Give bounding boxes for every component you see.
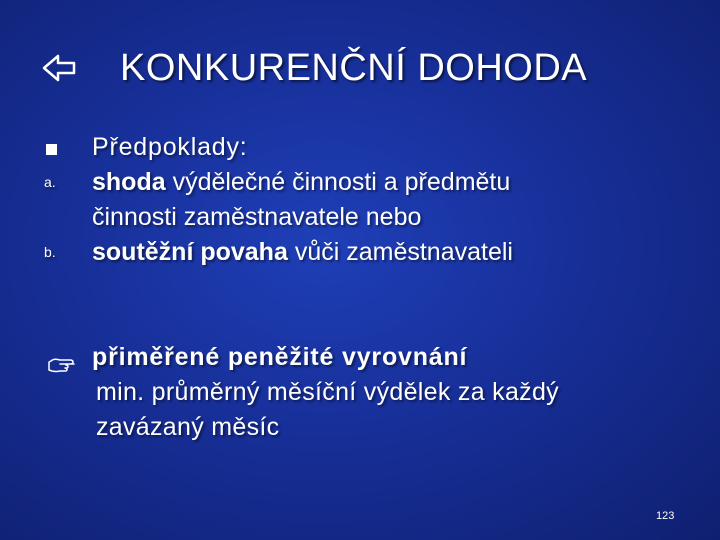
item-continuation: činnosti zaměstnavatele nebo	[92, 203, 422, 231]
page-number: 123	[656, 510, 675, 522]
prerequisites-list	[44, 130, 513, 270]
emphasis-text: shoda	[92, 168, 166, 196]
compensation-heading: přiměřené peněžité vyrovnání	[92, 343, 468, 371]
compensation-block	[44, 340, 559, 445]
compensation-line-2: zavázaný měsíc	[96, 413, 280, 441]
slide-title: KONKURENČNÍ DOHODA	[120, 46, 588, 89]
compensation-line-1: min. průměrný měsíční výdělek za každý	[96, 378, 559, 406]
list-item	[44, 340, 559, 375]
title-row	[40, 40, 587, 96]
emphasis-text: soutěžní povaha	[92, 238, 288, 266]
list-item	[44, 235, 513, 270]
item-text: vůči zaměstnavateli	[287, 238, 513, 266]
pointing-hand-icon	[46, 349, 76, 369]
list-marker: b.	[44, 244, 56, 260]
list-item	[44, 130, 513, 165]
prerequisites-heading: Předpoklady:	[92, 133, 248, 161]
item-text: výdělečné činnosti a předmětu	[165, 168, 511, 196]
list-item	[44, 165, 513, 235]
left-arrow-icon	[40, 48, 80, 88]
list-marker: a.	[44, 174, 56, 190]
